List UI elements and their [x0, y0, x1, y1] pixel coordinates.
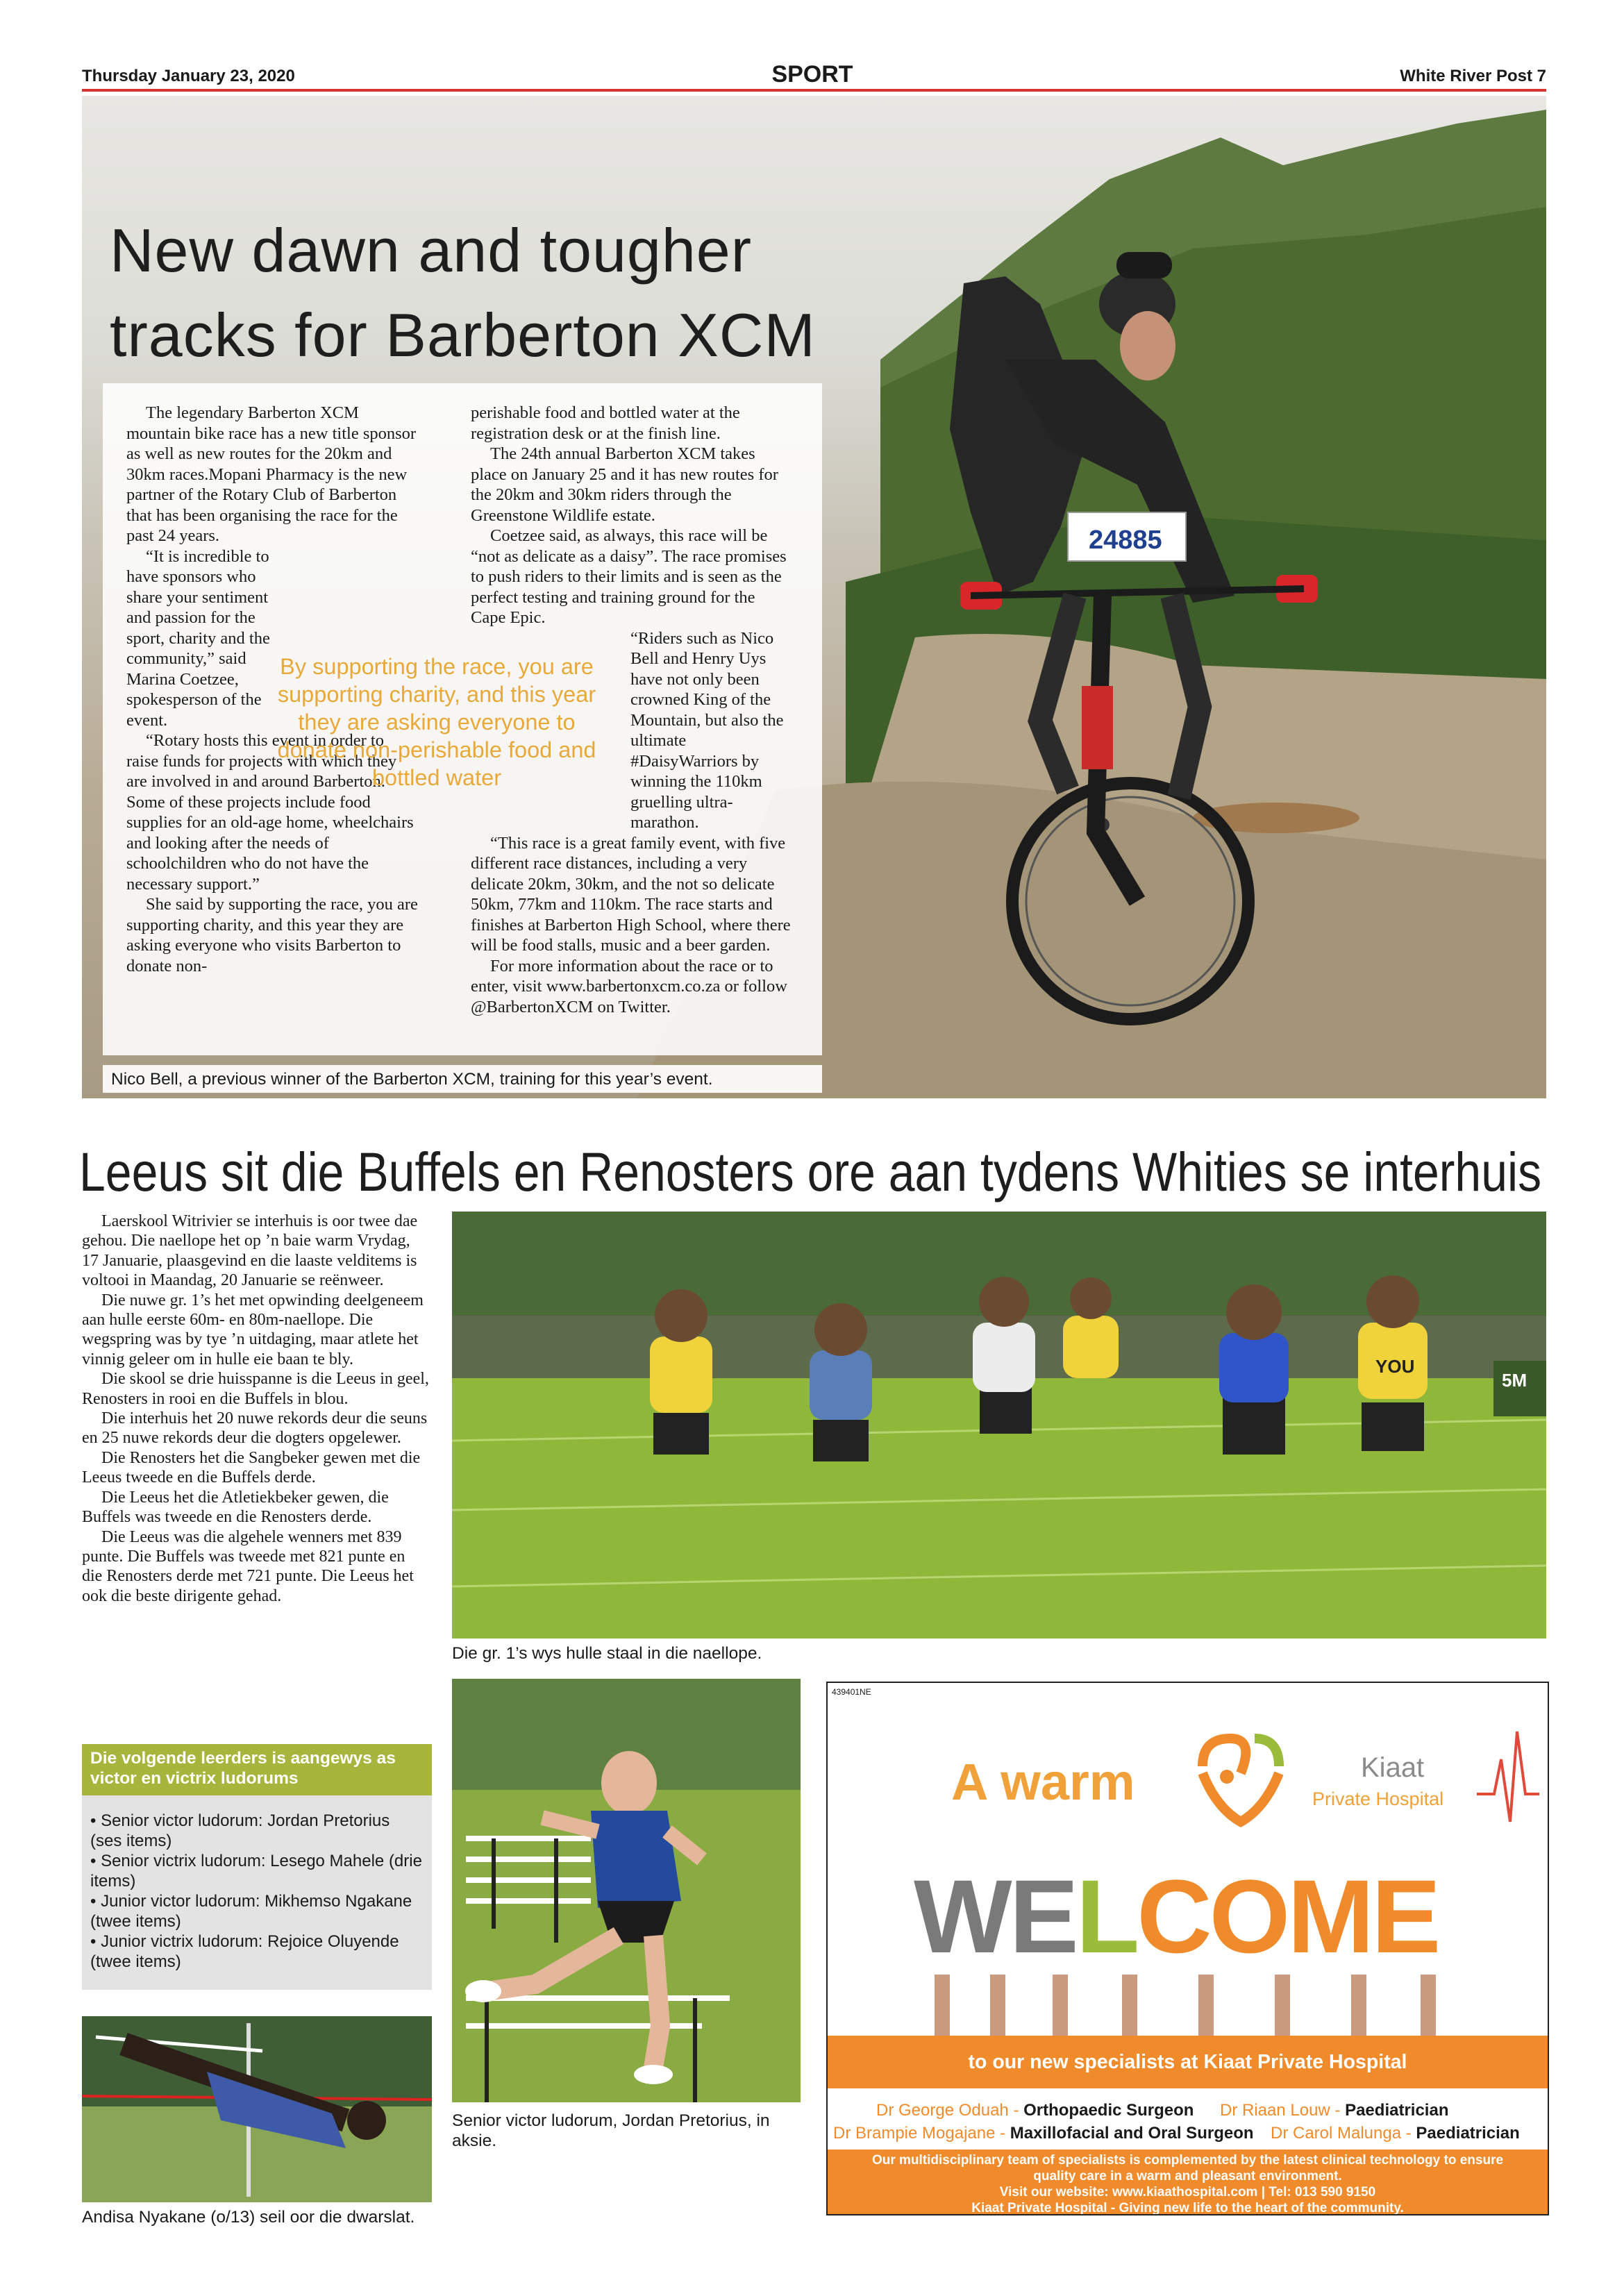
high-jump-photo-illustration	[82, 2016, 432, 2202]
doctor-role: Maxillofacial and Oral Surgeon	[1010, 2124, 1254, 2143]
ad-banner: to our new specialists at Kiaat Private Hospital	[828, 2036, 1548, 2088]
paragraph: Laerskool Witrivier se interhuis is oor twee dae gehou. Die naellope het op ’n baie warm Vrydag, 17 Januarie, plaasgevind en die laaste velditems is voltooi in Maandag, 20 Januarie se reënweer.	[82, 1212, 418, 1290]
headline-line-1: New dawn and tougher	[110, 216, 753, 285]
hurdles-caption: Senior victor ludorum, Jordan Pretorius, in aksie.	[452, 2111, 770, 2150]
headline-line-2: tracks for Barberton XCM	[110, 301, 816, 369]
paragraph: Coetzee said, as always, this race will be “not as delicate as a daisy”. The race promises to push riders to their limits and is seen as the perfect testing and training ground for the Cape Epic.	[471, 526, 787, 627]
page-number: White River Post 7	[1400, 67, 1546, 85]
race-number: 24885	[1089, 526, 1162, 555]
shirt-text: YOU	[1375, 1356, 1415, 1377]
list-item: • Senior victor ludorum: Jordan Pretorius (ses items)	[90, 1811, 390, 1850]
paragraph: perishable food and bottled water at the registration desk or at the finish line.	[471, 403, 740, 443]
ad-code: 439401NE	[832, 1687, 871, 1697]
specialist-entry	[1271, 2122, 1520, 2145]
paragraph: The 24th annual Barberton XCM takes place on January 25 and it has new routes for the 20km and 30km riders through the Greenstone Wildlife estate.	[471, 444, 778, 525]
hospital-name: Kiaat	[1361, 1752, 1425, 1783]
heartbeat-icon	[1477, 1718, 1539, 1836]
article-2-body	[82, 1212, 429, 1606]
doctor-name: Dr Riaan Louw -	[1220, 2101, 1346, 2120]
ad-slogan-line: Kiaat Private Hospital - Giving new life to the heart of the community.	[971, 2201, 1404, 2215]
paragraph: For more information about the race or to enter, visit www.barbertonxcm.co.za or follow @BarbertonXCM on Twitter.	[471, 956, 787, 1016]
sprint-caption: Die gr. 1’s wys hulle staal in die naellope.	[452, 1644, 762, 1663]
paragraph: Die Renosters het die Sangbeker gewen met die Leeus tweede en die Buffels derde.	[82, 1448, 421, 1487]
welcome-letter: O	[1209, 1858, 1288, 1975]
paragraph: Die Leeus was die algehele wenners met 839 punte. Die Buffels was tweede met 821 punte en die Renosters derde met 721 punte. Die Leeus het ook die beste dirigente gehad.	[82, 1527, 414, 1605]
specialist-entry	[1220, 2100, 1448, 2122]
paragraph: She said by supporting the race, you are supporting charity, and this year they are asking everyone who visits Barberton to donate non-	[126, 895, 418, 975]
paragraph: “This race is a great family event, with five different race distances, including a very delicate 20km, 30km, and the not so delicate 50km, 77km and 110km. The race starts and finishes at Barberton High School, where there will be food stalls, music and a beer garden.	[471, 833, 791, 955]
sprint-photo-illustration	[452, 1212, 1546, 1639]
welcome-letter: E	[1371, 1858, 1439, 1975]
welcome-letter: M	[1287, 1858, 1372, 1975]
header-rule	[82, 89, 1546, 92]
welcome-letter: L	[1075, 1858, 1137, 1975]
raised-hands-icon	[914, 1975, 1462, 2036]
ludorum-box-title	[82, 1744, 432, 1795]
paragraph: “It is incredible to have sponsors who share your sentiment and passion for the sport, charity and the community,” said Marina Coetzee, spokesperson of the event.	[126, 546, 270, 730]
doctor-name: Dr Carol Malunga -	[1271, 2124, 1416, 2143]
paragraph: Die skool se drie huisspanne is die Leeus in geel, Renosters in rooi en die Buffels in blou.	[82, 1370, 429, 1408]
doctor-name: Dr George Oduah -	[876, 2101, 1024, 2120]
paragraph: The legendary Barberton XCM mountain bike race has a new title sponsor as well as new routes for the 20km and 30km races.Mopani Pharmacy is the new partner of the Rotary Club of Barberton that has been organising the race for the past 24 years.	[126, 403, 417, 545]
hurdles-photo-illustration	[452, 1679, 801, 2102]
ludorum-box	[82, 1795, 432, 1990]
doctor-name: Dr Brampie Mogajane -	[833, 2124, 1010, 2143]
photo-caption: Nico Bell, a previous winner of the Barberton XCM, training for this year’s event.	[111, 1070, 713, 1089]
ad-footer-line: Our multidisciplinary team of specialists is complemented by the latest clinical technology to ensure	[871, 2153, 1504, 2168]
list-item: • Junior victrix ludorum: Rejoice Oluyende (twee items)	[90, 1932, 399, 1971]
ad-footer	[828, 2150, 1548, 2214]
doctor-role: Paediatrician	[1416, 2124, 1520, 2143]
paragraph: “Riders such as Nico Bell and Henry Uys have not only been crowned King of the Mountain, but also the ultimate #DaisyWarriors by winning the 110km gruelling ultra-marathon.	[630, 628, 784, 832]
ad-footer-line: quality care in a warm and pleasant environment.	[1033, 2169, 1342, 2184]
welcome-word	[914, 1857, 1438, 1977]
sprint-photo	[452, 1212, 1546, 1639]
welcome-letter: W	[914, 1858, 1010, 1975]
list-item: • Senior victrix ludorum: Lesego Mahele (drie items)	[90, 1852, 422, 1891]
doctor-role: Paediatrician	[1345, 2101, 1449, 2120]
specialist-entry	[833, 2122, 1254, 2145]
ad-headline: A warm	[951, 1753, 1135, 1811]
section-title: SPORT	[771, 61, 853, 87]
paragraph: Die Leeus het die Atletiekbeker gewen, die Buffels was tweede en die Renosters derde.	[82, 1488, 389, 1527]
kiaat-advert	[826, 1682, 1549, 2215]
hurdles-photo	[452, 1679, 801, 2102]
high-jump-photo	[82, 2016, 432, 2202]
ad-contact-line: Visit our website: www.kiaathospital.com | Tel: 013 590 9150	[999, 2185, 1376, 2199]
list-item: • Junior victor ludorum: Mikhemso Ngakane (twee items)	[90, 1892, 412, 1931]
issue-date: Thursday January 23, 2020	[82, 67, 295, 85]
pull-quote: By supporting the race, you are supporting charity, and this year they are asking everyone to donate non-perishable food and bottled water	[277, 654, 596, 790]
doctor-role: Orthopaedic Surgeon	[1023, 2101, 1194, 2120]
ludorum-box-heading: Die volgende leerders is aangewys as victor en victrix ludorums	[90, 1749, 396, 1788]
paragraph: Die nuwe gr. 1’s het met opwinding deelgeneem aan hulle eerste 60m- en 80m-naellope. Die wegspring was by tye ’n uitdaging, maar atlete het vinnig geleer om in hulle eie baan te bly.	[82, 1291, 424, 1368]
welcome-letter: C	[1137, 1858, 1209, 1975]
kiaat-heart-logo-icon	[1189, 1725, 1293, 1829]
paragraph: “Rotary hosts this event in order to raise funds for projects with which they are involved in and around Barberton. Some of these projects include food supplies for an old-age home, wheelchairs and looking after the needs of schoolchildren who do not have the necessary support.”	[126, 731, 414, 894]
high-jump-caption: Andisa Nyakane (o/13) seil oor die dwarslat.	[82, 2208, 415, 2227]
ludorum-list	[82, 1795, 432, 1987]
sign-text: 5M	[1502, 1370, 1527, 1391]
welcome-letter: E	[1009, 1858, 1076, 1975]
headline	[110, 208, 832, 378]
headline-2: Leeus sit die Buffels en Renosters ore aan tydens Whities se interhuis	[79, 1141, 1542, 1203]
hospital-subname: Private Hospital	[1312, 1788, 1444, 1809]
specialist-entry	[876, 2100, 1194, 2122]
paragraph: Die interhuis het 20 nuwe rekords deur die seuns en 25 nuwe rekords deur die dogters opgelewer.	[82, 1409, 428, 1448]
